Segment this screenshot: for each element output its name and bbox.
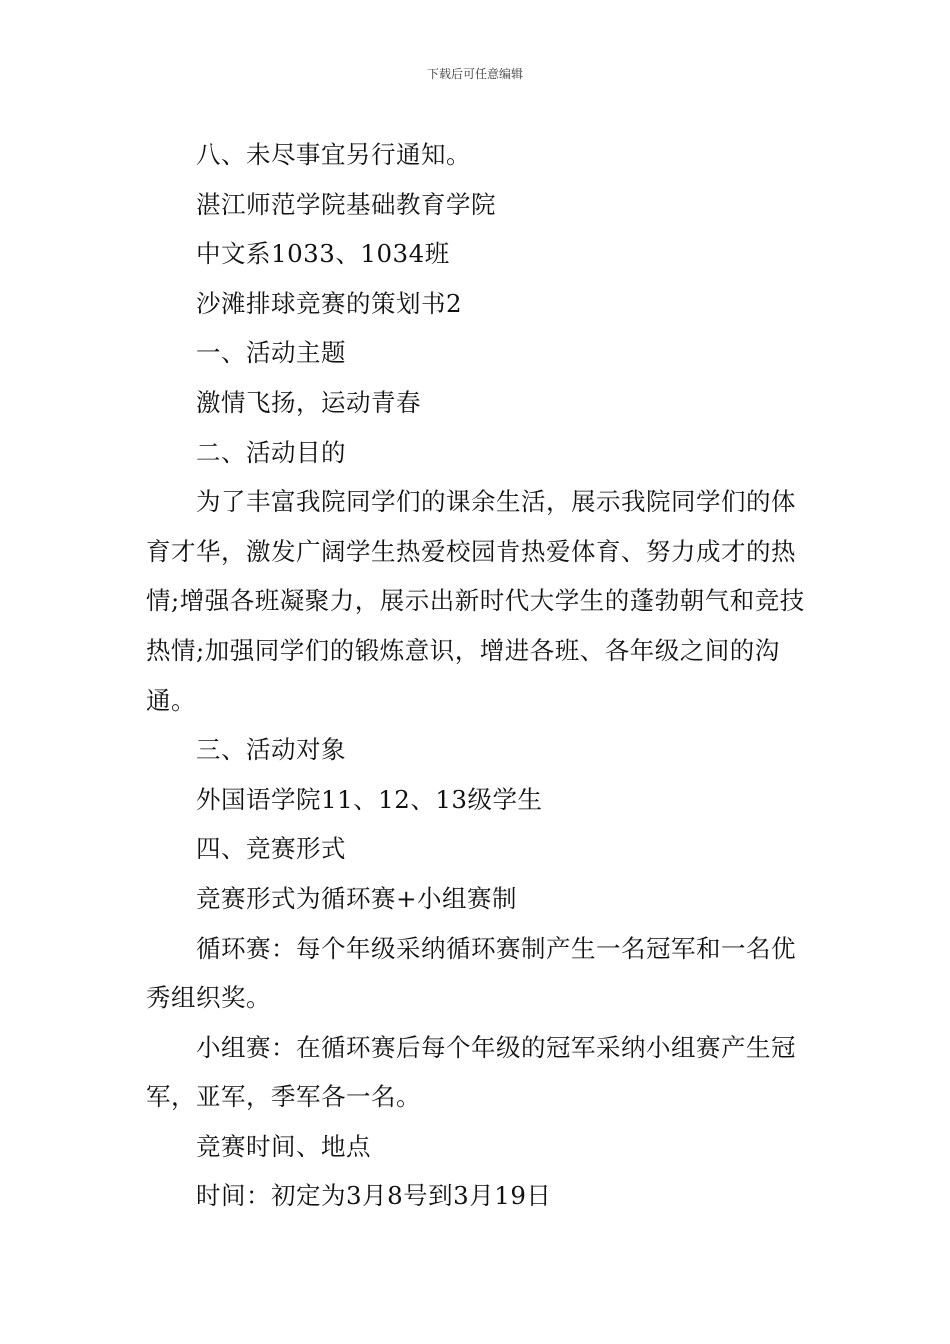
page-header-note: 下载后可任意编辑: [426, 67, 523, 81]
paragraph-group-stage: 小组赛：在循环赛后每个年级的冠军采纳小组赛产生冠军，亚军，季军各一名。: [146, 1032, 796, 1112]
heading-participants: 三、活动对象: [196, 735, 346, 765]
paragraph-time: 时间：初定为3月8号到3月19日: [196, 1181, 552, 1211]
paragraph-plan-title: 沙滩排球竞赛的策划书2: [196, 288, 463, 318]
paragraph-purpose: 为了丰富我院同学们的课余生活，展示我院同学们的体育才华，激发广阔学生热爱校园肯热爱体育、努力成才的热情;增强各班凝聚力，展示出新时代大学生的蓬勃朝气和竞技热情;加强同学们的锻炼意识，增进各班、各年级之间的沟通。: [146, 487, 805, 715]
heading-format: 四、竞赛形式: [196, 834, 346, 864]
paragraph-classes: 中文系1033、1034班: [196, 239, 450, 269]
paragraph-round-robin: 循环赛：每个年级采纳循环赛制产生一名冠军和一名优秀组织奖。: [146, 933, 796, 1013]
paragraph-format: 竞赛形式为循环赛+小组赛制: [196, 883, 518, 913]
heading-purpose: 二、活动目的: [196, 437, 346, 467]
paragraph-theme: 激情飞扬，运动青春: [196, 387, 421, 417]
paragraph-participants: 外国语学院11、12、13级学生: [196, 784, 543, 814]
paragraph-closing-note: 八、未尽事宜另行通知。: [196, 140, 471, 169]
heading-theme: 一、活动主题: [196, 338, 346, 368]
document-body: [146, 130, 810, 1221]
heading-time-place: 竞赛时间、地点: [196, 1131, 371, 1161]
paragraph-organizer: 湛江师范学院基础教育学院: [196, 189, 496, 219]
